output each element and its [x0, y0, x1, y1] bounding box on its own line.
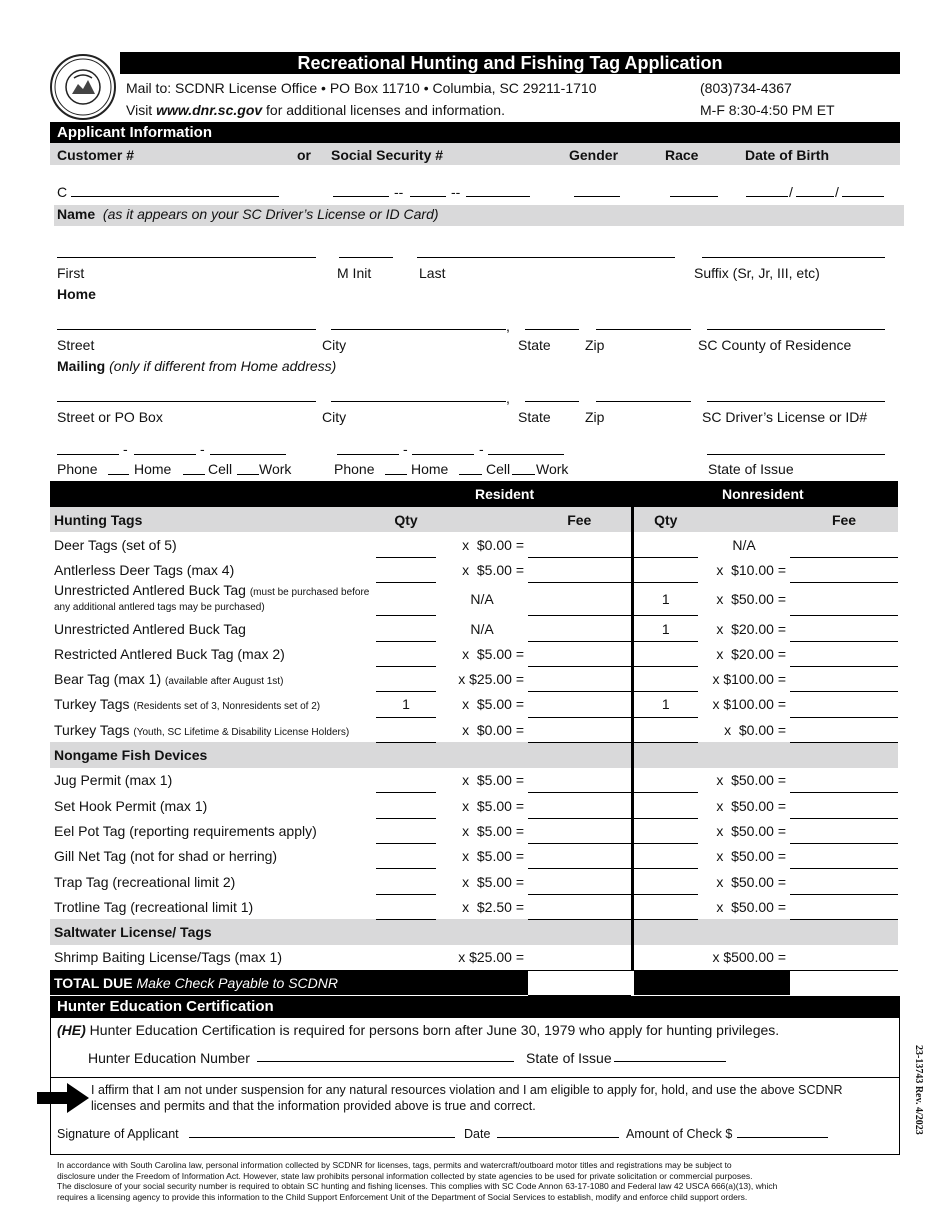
dob-slash: / [835, 184, 839, 200]
hunting-header-row: Hunting Tags Qty Fee Qty Fee [50, 507, 898, 532]
dl-label: SC Driver’s License or ID# [702, 409, 868, 425]
city-label: City [322, 409, 347, 425]
hunter-ed-state-field[interactable] [614, 1061, 726, 1062]
table-row: Gill Net Tag (not for shad or herring) x $5.00 = x $50.00 = [50, 844, 898, 869]
table-row: Antlerless Deer Tags (max 4) x $5.00 = x $10.00 = [50, 558, 898, 583]
date-label: Date [464, 1127, 491, 1141]
table-row: Trotline Tag (recreational limit 1) x $2.50 = x $50.00 = [50, 894, 898, 919]
county-label: SC County of Residence [698, 337, 852, 353]
ssn-dash: -- [394, 184, 404, 200]
comma: , [506, 318, 510, 334]
phone1-label: Phone [57, 461, 98, 477]
phone2-area-field[interactable] [337, 454, 399, 455]
date-field[interactable] [497, 1137, 619, 1138]
or-label: or [297, 147, 311, 163]
nonresident-qty-input[interactable] [632, 894, 698, 919]
phone2-work-check[interactable] [512, 474, 535, 475]
nonresident-fee-input[interactable] [790, 558, 898, 583]
office-phone: (803)734-4367 [700, 80, 792, 96]
resident-qty-input[interactable] [376, 844, 436, 869]
mail-street-field[interactable] [57, 401, 316, 402]
street-po-label: Street or PO Box [57, 409, 163, 425]
table-row: Eel Pot Tag (reporting requirements apply) x $5.00 = x $50.00 = [50, 818, 898, 843]
table-row: Unrestricted Antlered Buck Tag (must be purchased before any additional antlered tags may be purchased) N/A 1 x $50.00 = [50, 583, 898, 616]
resident-qty-input[interactable] [376, 818, 436, 843]
cell-option: Cell [486, 461, 511, 477]
table-row: Bear Tag (max 1) (available after August 1st) x $25.00 = x $100.00 = [50, 666, 898, 691]
table-row: Turkey Tags (Residents set of 3, Nonresidents set of 2) 1 x $5.00 = 1 x $100.00 = [50, 692, 898, 717]
suffix-field[interactable] [702, 257, 885, 258]
home-city-field[interactable] [331, 329, 506, 330]
last-name-field[interactable] [417, 257, 675, 258]
hyphen: - [403, 441, 408, 457]
nonresident-qty-input[interactable] [632, 666, 698, 691]
resident-fee-input[interactable] [528, 641, 632, 666]
nonresident-qty-input[interactable] [632, 844, 698, 869]
nonresident-fee-input[interactable] [790, 666, 898, 691]
affirm-text-1: I affirm that I am not under suspension for any natural resources violation and I am eligible to apply for, hold, and use the above SCDNR [91, 1083, 843, 1097]
comma: , [506, 390, 510, 406]
resident-qty-input[interactable] [376, 793, 436, 818]
home-state-field[interactable] [525, 329, 579, 330]
nonresident-fee-input[interactable] [790, 532, 898, 557]
street-label: Street [57, 337, 95, 353]
nonresident-header: Nonresident [722, 486, 804, 502]
ssn-dash: -- [451, 184, 461, 200]
drivers-license-field[interactable] [707, 401, 885, 402]
table-row: Set Hook Permit (max 1) x $5.00 = x $50.00 = [50, 793, 898, 818]
state-of-issue-label: State of Issue [708, 461, 794, 477]
nonresident-qty-input[interactable] [632, 717, 698, 742]
dob-label: Date of Birth [745, 147, 829, 163]
ssn-field-1[interactable] [333, 196, 389, 197]
nonresident-qty-input[interactable] [632, 768, 698, 793]
gender-field[interactable] [574, 196, 620, 197]
nonresident-qty-input[interactable] [632, 532, 698, 557]
resident-fee-input[interactable] [528, 768, 632, 793]
home-street-field[interactable] [57, 329, 316, 330]
state-label: State [518, 409, 551, 425]
phone2-line-field[interactable] [488, 454, 564, 455]
table-row: Deer Tags (set of 5) x $0.00 = N/A [50, 532, 898, 557]
table-row: Shrimp Baiting License/Tags (max 1) x $25.00 = x $500.00 = [50, 945, 898, 970]
ssn-field-3[interactable] [466, 196, 530, 197]
mail-state-field[interactable] [525, 401, 579, 402]
nonresident-qty-input[interactable]: 1 [632, 616, 698, 641]
divider [50, 1077, 900, 1078]
hunter-ed-notice: (HE) Hunter Education Certification is required for persons born after June 30, 1979 who apply for hunting privileges. [57, 1022, 780, 1038]
dob-month-field[interactable] [746, 196, 788, 197]
resident-qty-input[interactable] [376, 717, 436, 742]
first-label: First [57, 265, 85, 281]
resident-fee-input[interactable] [528, 894, 632, 919]
race-field[interactable] [670, 196, 718, 197]
county-field[interactable] [707, 329, 885, 330]
nonresident-fee-input[interactable] [790, 793, 898, 818]
resident-qty-input[interactable] [376, 641, 436, 666]
resident-fee-input[interactable] [528, 793, 632, 818]
mail-city-field[interactable] [331, 401, 506, 402]
table-row: Restricted Antlered Buck Tag (max 2) x $5.00 = x $20.00 = [50, 641, 898, 666]
nonresident-fee-input[interactable] [790, 692, 898, 717]
phone1-line-field[interactable] [210, 454, 286, 455]
resident-header: Resident [475, 486, 535, 502]
zip-label: Zip [585, 409, 605, 425]
phone2-label: Phone [334, 461, 375, 477]
resident-fee-input[interactable] [528, 532, 632, 557]
nonresident-fee-input[interactable] [790, 818, 898, 843]
amount-field[interactable] [737, 1137, 828, 1138]
resident-fee-input[interactable] [528, 616, 632, 641]
nonresident-fee-input[interactable] [790, 768, 898, 793]
city-label: City [322, 337, 347, 353]
agency-seal [50, 54, 116, 120]
nonresident-fee-input[interactable] [790, 869, 898, 894]
hunter-ed-header: Hunter Education Certification [50, 996, 900, 1017]
nonresident-fee-input[interactable] [790, 616, 898, 641]
arrow-icon [37, 1083, 89, 1118]
signature-field[interactable] [189, 1137, 455, 1138]
nonresident-fee-input[interactable] [790, 844, 898, 869]
nonresident-qty-input[interactable] [632, 818, 698, 843]
resident-fee-input[interactable] [528, 844, 632, 869]
resident-qty-input[interactable] [376, 666, 436, 691]
saltwater-header-row: Saltwater License/ Tags [50, 919, 898, 944]
dob-year-field[interactable] [842, 196, 884, 197]
nonresident-qty-input[interactable] [632, 558, 698, 583]
resident-qty-input[interactable] [376, 583, 436, 616]
nonresident-fee-input[interactable] [790, 641, 898, 666]
state-of-issue-field[interactable] [707, 454, 885, 455]
name-label: Name (as it appears on your SC Driver’s License or ID Card) [57, 206, 439, 222]
state-label: State [518, 337, 551, 353]
work-option: Work [259, 461, 292, 477]
resident-fee-input[interactable] [528, 945, 632, 970]
customer-number-field[interactable] [71, 196, 279, 197]
dob-day-field[interactable] [796, 196, 834, 197]
table-row: Trap Tag (recreational limit 2) x $5.00 = x $50.00 = [50, 869, 898, 894]
resident-fee-input[interactable] [528, 818, 632, 843]
resident-total-input[interactable] [528, 970, 632, 995]
ssn-field-2[interactable] [410, 196, 446, 197]
mail-address: Mail to: SCDNR License Office • PO Box 11710 • Columbia, SC 29211-1710 [126, 80, 597, 96]
hyphen: - [479, 441, 484, 457]
hyphen: - [200, 441, 205, 457]
cell-option: Cell [208, 461, 233, 477]
website-link[interactable]: www.dnr.sc.gov [156, 102, 263, 118]
nonresident-fee-input[interactable] [790, 894, 898, 919]
nonresident-fee-input[interactable] [790, 717, 898, 742]
form-title: Recreational Hunting and Fishing Tag Application [120, 52, 900, 74]
nonresident-fee-input[interactable] [790, 583, 898, 616]
nonresident-total-input[interactable] [790, 970, 898, 995]
table-row: Jug Permit (max 1) x $5.00 = x $50.00 = [50, 768, 898, 793]
home-option: Home [411, 461, 449, 477]
nonresident-qty-input[interactable]: 1 [632, 692, 698, 717]
form-code: 23-13743 Rev. 4/2023 [913, 1045, 924, 1135]
suffix-label: Suffix (Sr, Jr, III, etc) [694, 265, 820, 281]
affirm-text-2: licenses and permits and that the information provided above is true and correct. [91, 1099, 536, 1113]
resident-fee-input[interactable] [528, 583, 632, 616]
table-row: Turkey Tags (Youth, SC Lifetime & Disability License Holders) x $0.00 = x $0.00 = [50, 717, 898, 742]
signature-label: Signature of Applicant [57, 1127, 179, 1141]
total-row: TOTAL DUE Make Check Payable to SCDNR [50, 970, 898, 995]
home-zip-field[interactable] [596, 329, 691, 330]
visit-line: Visit www.dnr.sc.gov for additional licenses and information. [126, 102, 505, 118]
phone2-cell-check[interactable] [459, 474, 482, 475]
hunter-ed-number-label: Hunter Education Number [88, 1050, 250, 1066]
dob-slash: / [789, 184, 793, 200]
hyphen: - [123, 441, 128, 457]
resident-fee-input[interactable] [528, 717, 632, 742]
resident-qty-input[interactable] [376, 894, 436, 919]
zip-label: Zip [585, 337, 605, 353]
work-option: Work [536, 461, 569, 477]
phone2-prefix-field[interactable] [412, 454, 474, 455]
phone1-prefix-field[interactable] [134, 454, 196, 455]
home-option: Home [134, 461, 172, 477]
tags-table [50, 507, 898, 996]
resident-fee-input[interactable] [528, 666, 632, 691]
resident-qty-input[interactable]: 1 [376, 692, 436, 717]
residency-header [50, 481, 898, 507]
customer-label: Customer # [57, 147, 135, 163]
resident-qty-input[interactable] [376, 616, 436, 641]
nonresident-fee-input[interactable] [790, 945, 898, 970]
phone1-cell-check[interactable] [183, 474, 205, 475]
resident-qty-input[interactable] [376, 869, 436, 894]
resident-qty-input[interactable] [376, 532, 436, 557]
nonresident-qty-input[interactable] [632, 793, 698, 818]
nongame-header-row: Nongame Fish Devices [50, 742, 898, 767]
ssn-label: Social Security # [331, 147, 444, 163]
resident-qty-input[interactable] [376, 558, 436, 583]
last-label: Last [419, 265, 446, 281]
amount-label: Amount of Check $ [626, 1127, 733, 1141]
nonresident-qty-input[interactable] [632, 869, 698, 894]
mailing-heading: Mailing (only if different from Home address) [57, 358, 337, 374]
resident-fee-input[interactable] [528, 558, 632, 583]
phone1-home-check[interactable] [108, 474, 129, 475]
privacy-footer: In accordance with South Carolina law, personal information collected by SCDNR for licenses, tags, permits and watercraft/outboard motor titles and registrations may be subject to disclosure under the Freedom of Information Act. However, state law prohibits personal information collected by state agencies to be used for private solicitation or commercial purposes. The disclosure of your social security number is required to obtain SC hunting and fishing licenses. This complies with SC Code Annon 63-17-1080 and Federal law 42 USCA 666(a)(13), which requires a licensing agency to provide this information to the Child Support Enforcement Unit of the Department of Social Services to establish, modify and enforce child support orders. [57, 1160, 778, 1202]
resident-fee-input[interactable] [528, 869, 632, 894]
nonresident-qty-input[interactable]: 1 [632, 583, 698, 616]
nonresident-qty-input[interactable] [632, 641, 698, 666]
gender-label: Gender [569, 147, 619, 163]
table-row: Unrestricted Antlered Buck Tag N/A 1 x $20.00 = [50, 616, 898, 641]
mail-zip-field[interactable] [596, 401, 691, 402]
applicant-section-header: Applicant Information [50, 122, 900, 143]
resident-fee-input[interactable] [528, 692, 632, 717]
race-label: Race [665, 147, 699, 163]
first-name-field[interactable] [57, 257, 316, 258]
office-hours: M-F 8:30-4:50 PM ET [700, 102, 835, 118]
hunter-ed-number-field[interactable] [257, 1061, 514, 1062]
phone2-home-check[interactable] [385, 474, 407, 475]
customer-prefix: C [57, 184, 68, 200]
hunter-ed-state-label: State of Issue [526, 1050, 612, 1066]
phone1-area-field[interactable] [57, 454, 119, 455]
minit-label: M Init [337, 265, 372, 281]
phone1-work-check[interactable] [237, 474, 259, 475]
resident-qty-input[interactable] [376, 768, 436, 793]
middle-initial-field[interactable] [339, 257, 393, 258]
home-heading: Home [57, 286, 96, 302]
